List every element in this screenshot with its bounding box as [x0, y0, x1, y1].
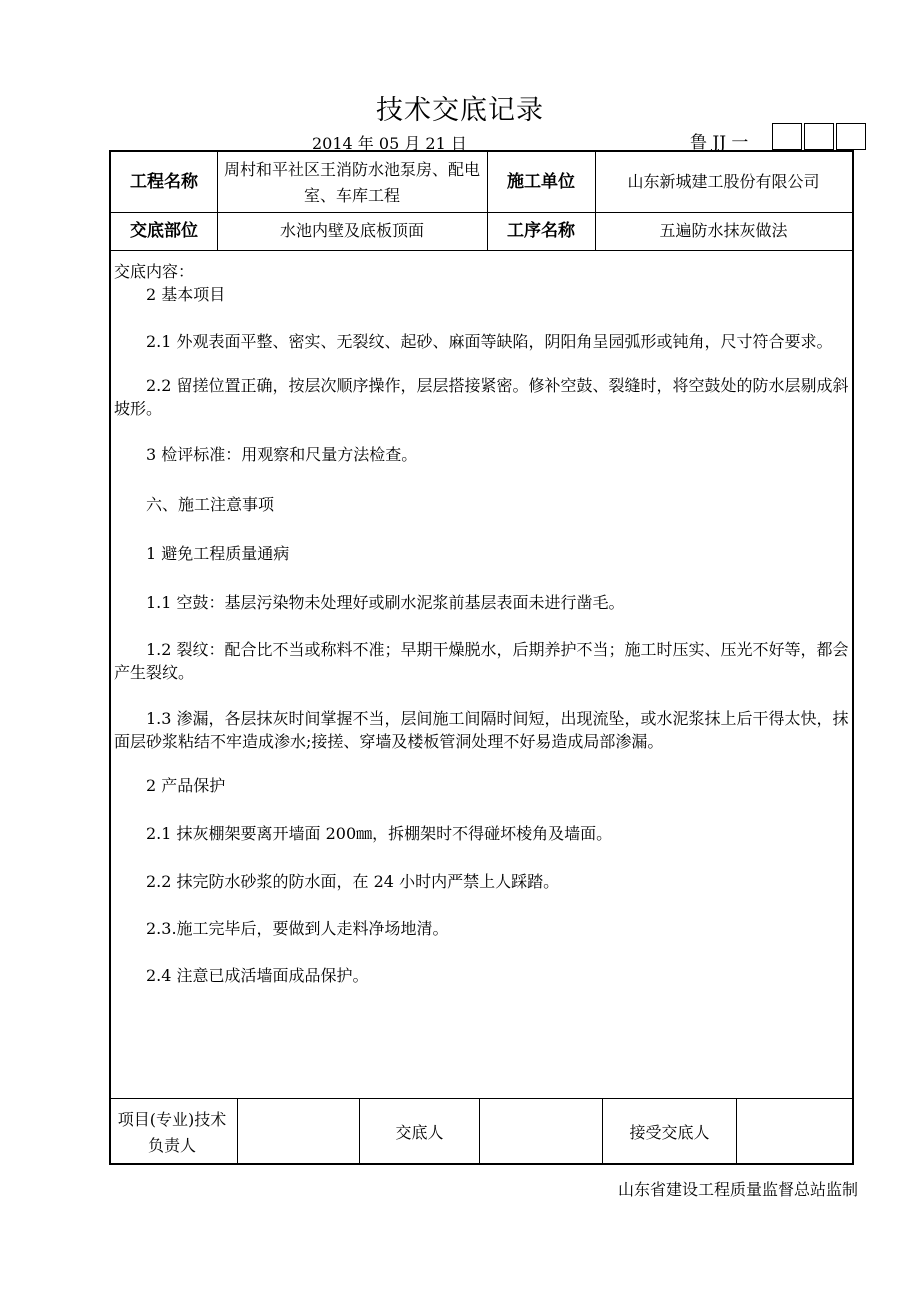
disclosure-form	[109, 150, 854, 1165]
receiver-label: 接受交底人	[629, 1122, 710, 1142]
receiver-signature[interactable]	[737, 1100, 852, 1165]
discloser-label: 交底人	[395, 1122, 444, 1142]
process-name-value[interactable]: 五遍防水抹灰做法	[659, 221, 788, 240]
content-paragraph: 1.1 空鼓：基层污染物未处理好或刷水泥浆前基层表面未进行凿毛。	[146, 593, 625, 612]
construction-unit-label: 施工单位	[507, 172, 575, 192]
content-paragraph: 六、施工注意事项	[146, 495, 275, 514]
content-paragraph: 2.1 外观表面平整、密实、无裂纹、起砂、麻面等缺陷，阴阳角呈园弧形或钝角，尺寸符合要求。	[146, 332, 833, 351]
code-box-2[interactable]	[804, 123, 834, 150]
row-divider-2	[111, 250, 852, 251]
row-divider-3	[111, 1098, 852, 1099]
content-paragraph: 2.4 注意已成活墙面成品保护。	[146, 966, 369, 985]
discloser-signature[interactable]	[480, 1100, 602, 1165]
process-name-label: 工序名称	[507, 221, 575, 241]
document-title: 技术交底记录	[376, 95, 544, 126]
disclosure-content[interactable]	[114, 260, 850, 987]
content-paragraph: 2.2 抹完防水砂浆的防水面，在 24 小时内严禁上人踩踏。	[146, 872, 560, 891]
form-code-boxes	[772, 123, 868, 150]
tech-lead-label: 项目(专业)技术负责人	[117, 1109, 227, 1155]
content-paragraph: 3 检评标准：用观察和尺量方法检查。	[146, 445, 418, 464]
project-name-label: 工程名称	[130, 172, 198, 192]
content-paragraph: 2.1 抹灰棚架要离开墙面 200㎜，拆棚架时不得碰坏棱角及墙面。	[146, 824, 613, 843]
code-box-1[interactable]	[772, 123, 802, 150]
content-paragraph: 1 避免工程质量通病	[146, 544, 290, 563]
content-label: 交底内容：	[114, 262, 195, 281]
code-box-3[interactable]	[836, 123, 866, 150]
form-code-label: 鲁 JJ 一	[690, 133, 749, 153]
content-paragraph: 2 产品保护	[146, 776, 226, 795]
content-paragraph: 2.2 留搓位置正确，按层次顺序操作，层层搭接紧密。修补空鼓、裂缝时，将空鼓处的防水层剔成斜坡形。	[114, 376, 849, 418]
content-paragraph: 2 基本项目	[146, 285, 226, 304]
disclosure-part-label: 交底部位	[130, 221, 198, 241]
content-paragraph: 2.3.施工完毕后，要做到人走料净场地清。	[146, 919, 449, 938]
disclosure-part-value[interactable]: 水池内壁及底板顶面	[279, 221, 424, 240]
content-paragraph: 1.3 渗漏，各层抹灰时间掌握不当，层间施工间隔时间短，出现流坠，或水泥浆抹上后干得太快，抹面层砂浆粘结不牢造成渗水;接搓、穿墙及楼板管洞处理不好易造成局部渗漏。	[114, 709, 849, 751]
tech-lead-signature[interactable]	[238, 1100, 358, 1165]
record-date: 2014 年 05 月 21 日	[312, 134, 467, 153]
construction-unit-value[interactable]: 山东新城建工股份有限公司	[627, 172, 820, 191]
supervising-authority: 山东省建设工程质量监督总站监制	[617, 1180, 858, 1199]
project-name-value[interactable]: 周村和平社区王消防水池泵房、配电室、车库工程	[223, 160, 480, 205]
content-paragraph: 1.2 裂纹：配合比不当或称料不准；早期干燥脱水，后期养护不当；施工时压实、压光不好等，都会产生裂纹。	[114, 640, 849, 682]
